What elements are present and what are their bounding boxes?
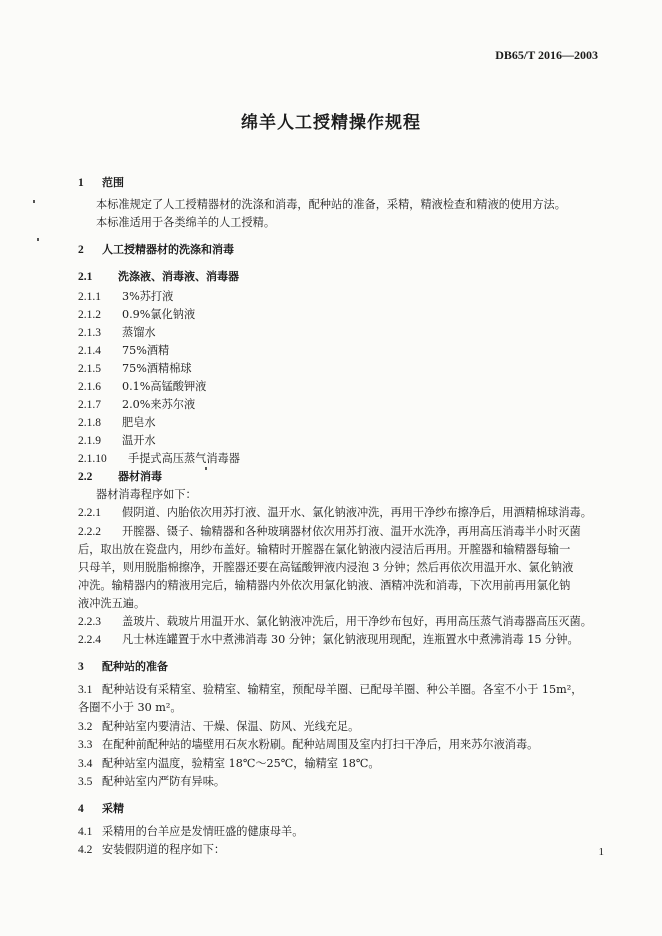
paragraph: 器材消毒程序如下： <box>96 488 197 501</box>
scan-speck <box>33 200 35 203</box>
list-item: 2.1.10 手提式高压蒸气消毒器 <box>78 452 240 465</box>
standard-code: DB65/T 2016—2003 <box>495 48 598 62</box>
list-item: 2.1.8 肥皂水 <box>78 416 156 429</box>
clause-continuation: 液冲洗五遍。 <box>78 597 146 610</box>
clause: 3.4 配种站室内温度，验精室 18℃～25℃，输精室 18℃。 <box>78 757 380 770</box>
clause-continuation: 冲洗。输精器内的精液用完后，输精器内外依次用氯化钠液、酒精冲洗和消毒，下次用前再用氯化钠 <box>78 579 571 592</box>
subsection-heading: 2.1 洗涤液、消毒液、消毒器 <box>78 270 239 283</box>
clause: 4.1 采精用的台羊应是发情旺盛的健康母羊。 <box>78 825 304 838</box>
page-number: 1 <box>598 846 604 858</box>
clause-continuation: 各圈不小于 30 m²。 <box>78 701 182 714</box>
section-heading: 2 人工授精器材的洗涤和消毒 <box>78 243 234 256</box>
section-heading: 3 配种站的准备 <box>78 660 168 673</box>
clause-continuation: 后，取出放在瓷盘内，用纱布盖好。输精时开膣器在氯化钠液内浸洁后再用。开膣器和输精器每输一 <box>78 543 571 556</box>
clause: 3.1 配种站设有采精室、验精室、输精室，预配母羊圈、已配母羊圈、种公羊圈。各室不小于 15m²， <box>78 683 583 696</box>
list-item: 2.1.2 0.9%氯化钠液 <box>78 308 196 321</box>
list-item: 2.1.4 75%酒精 <box>78 344 170 357</box>
list-item: 2.1.7 2.0%来苏尔液 <box>78 398 196 411</box>
subsection-heading: 2.2 器材消毒 <box>78 470 162 483</box>
clause: 2.2.1 假阴道、内胎依次用苏打液、温开水、氯化钠液冲洗，再用干净纱布擦净后，用酒精棉球消毒。 <box>78 506 592 519</box>
document-title: 绵羊人工授精操作规程 <box>241 113 421 133</box>
scan-speck <box>37 238 39 241</box>
scan-speck <box>205 467 207 470</box>
clause: 2.2.3 盖玻片、载玻片用温开水、氯化钠液冲洗后，用干净纱布包好，再用高压蒸气消毒器高压灭菌。 <box>78 615 592 628</box>
list-item: 2.1.6 0.1%高锰酸钾液 <box>78 380 207 393</box>
clause: 2.2.2 开膣器、镊子、输精器和各种玻璃器材依次用苏打液、温开水洗净，再用高压消毒半小时灭菌 <box>78 525 581 538</box>
clause: 2.2.4 凡士林连罐置于水中煮沸消毒 30 分钟；氯化钠液现用现配，连瓶置水中煮沸消毒 15 分钟。 <box>78 633 579 646</box>
paragraph: 本标准规定了人工授精器材的洗涤和消毒，配种站的准备，采精，精液检查和精液的使用方法。 <box>96 198 566 211</box>
clause: 3.5 配种站室内严防有异味。 <box>78 775 226 788</box>
clause-continuation: 只母羊，则用脱脂棉擦净，开膣器还要在高锰酸钾液内浸泡 3 分钟；然后再依次用温开水、氯化钠液 <box>78 561 574 574</box>
list-item: 2.1.5 75%酒精棉球 <box>78 362 192 375</box>
paragraph: 本标准适用于各类绵羊的人工授精。 <box>96 216 276 229</box>
list-item: 2.1.3 蒸馏水 <box>78 326 156 339</box>
clause: 4.2 安装假阴道的程序如下： <box>78 843 226 856</box>
section-heading: 4 采精 <box>78 802 124 815</box>
clause: 3.3 在配种前配种站的墙壁用石灰水粉刷。配种站周围及室内打扫干净后，用来苏尔液消毒。 <box>78 738 539 751</box>
section-heading: 1 范围 <box>78 176 124 189</box>
list-item: 2.1.1 3%苏打液 <box>78 290 174 303</box>
clause: 3.2 配种站室内要清洁、干燥、保温、防风、光线充足。 <box>78 720 360 733</box>
list-item: 2.1.9 温开水 <box>78 434 156 447</box>
